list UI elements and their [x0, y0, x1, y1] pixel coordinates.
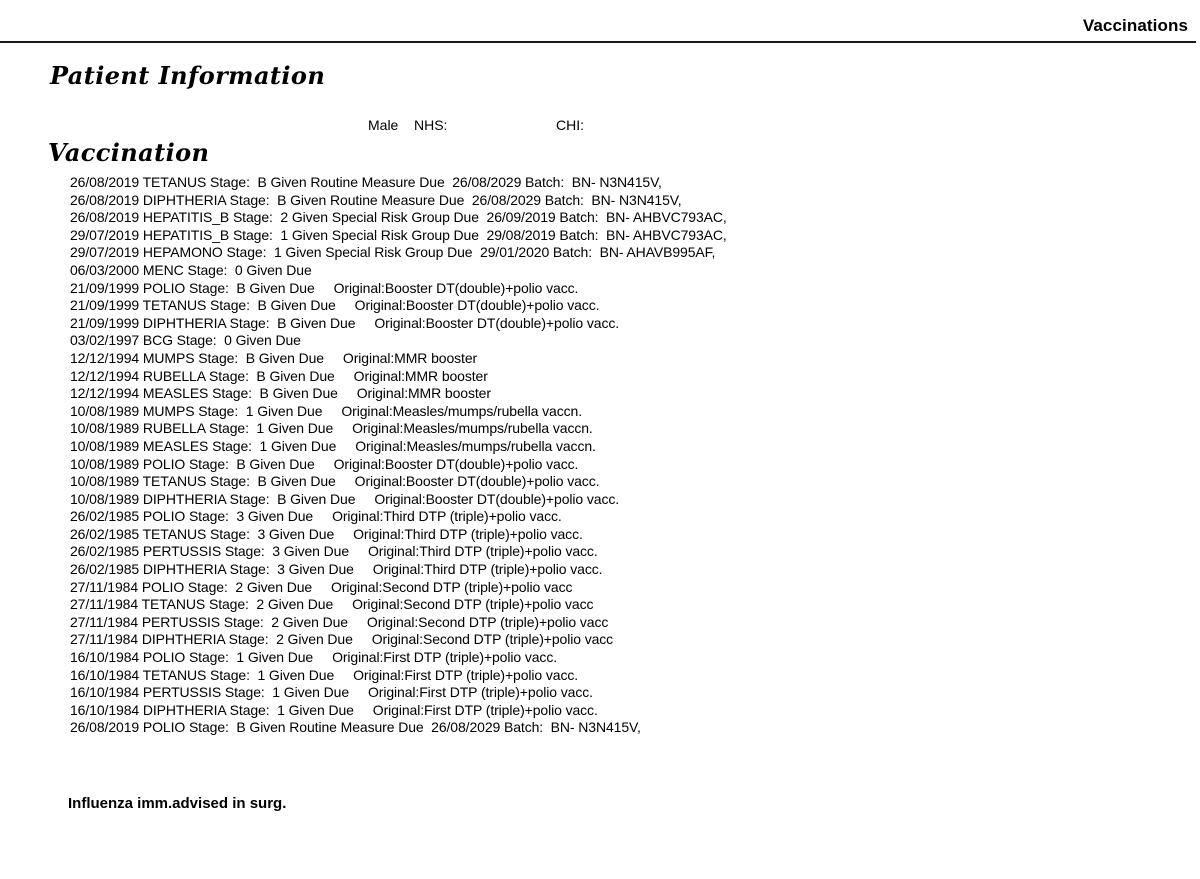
vaccination-record-row: 21/09/1999 TETANUS Stage: B Given Due Original:Booster DT(double)+polio vacc. — [70, 297, 600, 314]
page-header-title: Vaccinations — [1082, 16, 1188, 35]
vaccination-record-row: 27/11/1984 TETANUS Stage: 2 Given Due Original:Second DTP (triple)+polio vacc — [70, 596, 594, 613]
vaccination-record-row: 10/08/1989 TETANUS Stage: B Given Due Original:Booster DT(double)+polio vacc. — [70, 473, 600, 490]
influenza-advice: Influenza imm.advised in surg. — [68, 795, 287, 812]
vaccination-record-row: 27/11/1984 POLIO Stage: 2 Given Due Original:Second DTP (triple)+polio vacc — [70, 578, 573, 595]
vaccination-record-row: 29/07/2019 HEPATITIS_B Stage: 1 Given Special Risk Group Due 29/08/2019 Batch: BN- AHBVC793AC, — [70, 226, 727, 243]
vaccination-record-row: 10/08/1989 RUBELLA Stage: 1 Given Due Original:Measles/mumps/rubella vaccn. — [70, 420, 593, 437]
patient-sex: Male — [368, 117, 399, 133]
vaccination-record-row: 26/02/1985 PERTUSSIS Stage: 3 Given Due Original:Third DTP (triple)+polio vacc. — [70, 543, 598, 560]
vaccination-record-row: 10/08/1989 DIPHTHERIA Stage: B Given Due Original:Booster DT(double)+polio vacc. — [70, 490, 620, 507]
vaccination-record-row: 21/09/1999 DIPHTHERIA Stage: B Given Due Original:Booster DT(double)+polio vacc. — [70, 314, 620, 331]
vaccination-record-row: 26/08/2019 HEPATITIS_B Stage: 2 Given Special Risk Group Due 26/09/2019 Batch: BN- AHBVC793AC, — [70, 209, 727, 226]
vaccination-record-row: 26/02/1985 TETANUS Stage: 3 Given Due Original:Third DTP (triple)+polio vacc. — [70, 525, 583, 542]
patient-information-heading: Patient Information — [50, 61, 326, 90]
vaccination-record-row: 12/12/1994 RUBELLA Stage: B Given Due Original:MMR booster — [70, 367, 488, 384]
vaccination-record-row: 26/02/1985 POLIO Stage: 3 Given Due Original:Third DTP (triple)+polio vacc. — [70, 508, 562, 525]
header-divider — [0, 41, 1196, 43]
vaccination-record-row: 16/10/1984 PERTUSSIS Stage: 1 Given Due Original:First DTP (triple)+polio vacc. — [70, 684, 593, 701]
vaccination-heading: Vaccination — [48, 138, 210, 167]
vaccination-record-row: 26/08/2019 TETANUS Stage: B Given Routine Measure Due 26/08/2029 Batch: BN- N3N415V, — [70, 174, 662, 190]
vaccination-record-row: 16/10/1984 TETANUS Stage: 1 Given Due Original:First DTP (triple)+polio vacc. — [70, 666, 579, 683]
vaccination-record-row: 12/12/1994 MEASLES Stage: B Given Due Original:MMR booster — [70, 385, 491, 402]
vaccination-record-row: 12/12/1994 MUMPS Stage: B Given Due Original:MMR booster — [70, 349, 478, 366]
vaccination-record-row: 06/03/2000 MENC Stage: 0 Given Due — [70, 261, 312, 278]
vaccination-record-row: 26/02/1985 DIPHTHERIA Stage: 3 Given Due Original:Third DTP (triple)+polio vacc. — [70, 561, 603, 578]
vaccination-record-row: 26/08/2019 DIPHTHERIA Stage: B Given Routine Measure Due 26/08/2029 Batch: BN- N3N415V, — [70, 191, 682, 208]
vaccination-record-row: 16/10/1984 POLIO Stage: 1 Given Due Original:First DTP (triple)+polio vacc. — [70, 649, 558, 666]
vaccination-record-row: 10/08/1989 POLIO Stage: B Given Due Original:Booster DT(double)+polio vacc. — [70, 455, 579, 472]
vaccination-record-row: 27/11/1984 DIPHTHERIA Stage: 2 Given Due Original:Second DTP (triple)+polio vacc — [70, 631, 614, 648]
vaccination-record-row: 16/10/1984 DIPHTHERIA Stage: 1 Given Due Original:First DTP (triple)+polio vacc. — [70, 701, 598, 718]
chi-label: CHI: — [556, 117, 584, 133]
vaccination-record-row: 03/02/1997 BCG Stage: 0 Given Due — [70, 332, 301, 349]
vaccination-record-row: 26/08/2019 POLIO Stage: B Given Routine Measure Due 26/08/2029 Batch: BN- N3N415V, — [70, 719, 641, 736]
vaccination-record-row: 21/09/1999 POLIO Stage: B Given Due Original:Booster DT(double)+polio vacc. — [70, 279, 579, 296]
vaccination-record-row: 29/07/2019 HEPAMONO Stage: 1 Given Special Risk Group Due 29/01/2020 Batch: BN- AHAVB995AF, — [70, 244, 716, 261]
nhs-label: NHS: — [414, 117, 448, 133]
vaccination-record-row: 10/08/1989 MUMPS Stage: 1 Given Due Original:Measles/mumps/rubella vaccn. — [70, 402, 582, 419]
vaccination-list — [70, 174, 727, 737]
vaccination-record-row: 27/11/1984 PERTUSSIS Stage: 2 Given Due Original:Second DTP (triple)+polio vacc — [70, 613, 609, 630]
vaccination-record-row: 10/08/1989 MEASLES Stage: 1 Given Due Original:Measles/mumps/rubella vaccn. — [70, 437, 596, 454]
